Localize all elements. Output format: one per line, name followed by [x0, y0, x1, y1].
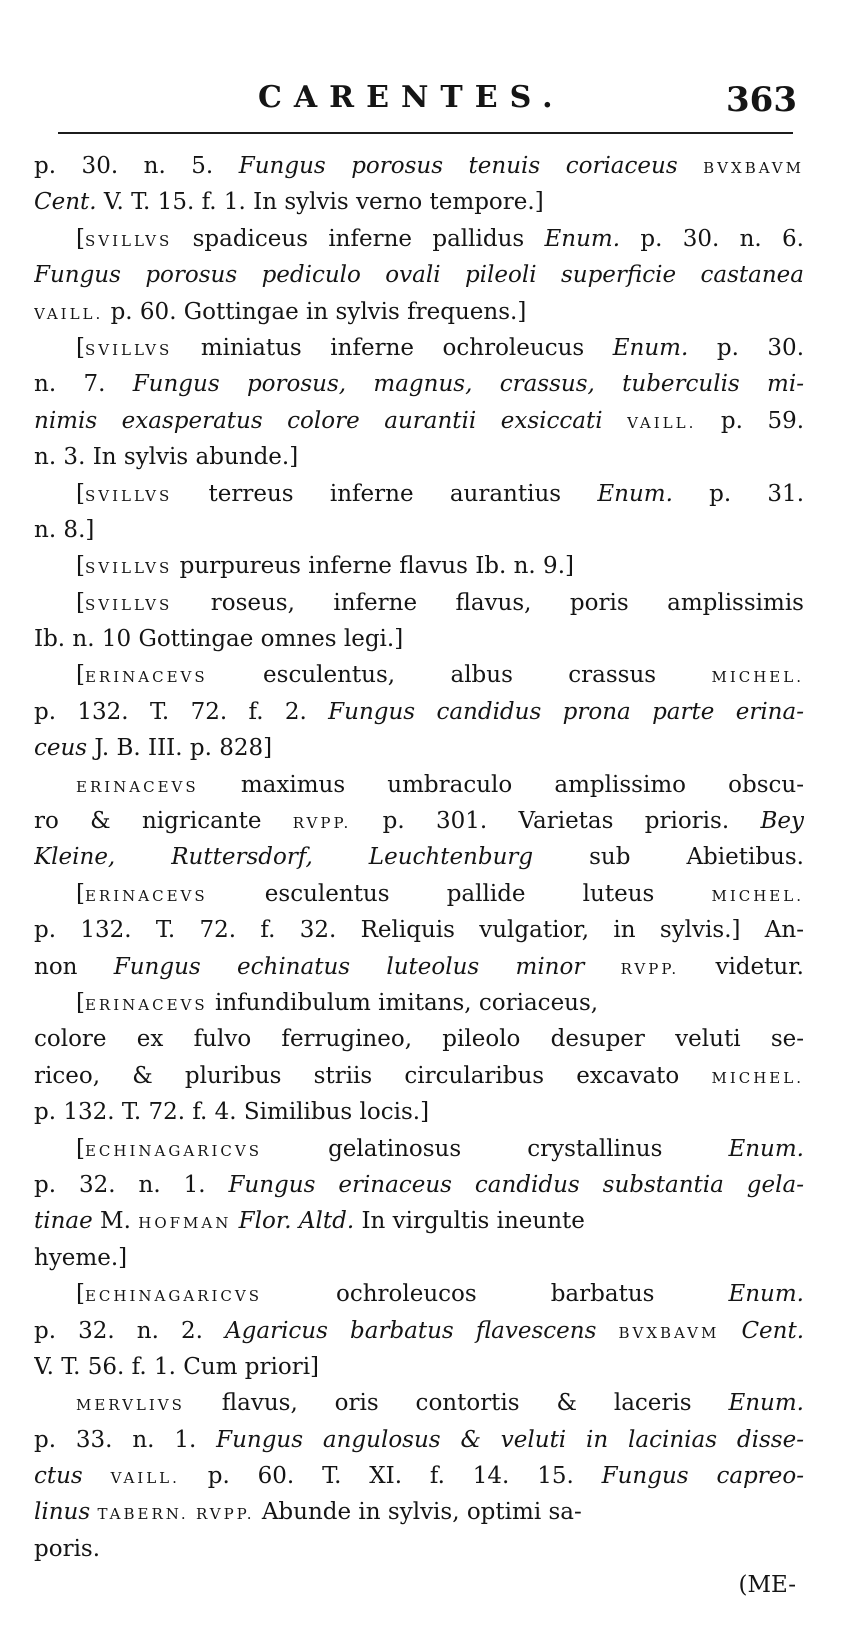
text-line: [34, 621, 804, 657]
text-line: [34, 1531, 804, 1567]
text-run: ro & nigricante: [34, 808, 293, 835]
text-run: p. 33. n. 1.: [34, 1426, 217, 1453]
text-run: flavus, oris contortis & laceris: [184, 1390, 729, 1417]
text-run: [: [76, 662, 85, 689]
small-caps-name: RVPP.: [196, 1505, 255, 1524]
text-line: [34, 839, 804, 875]
text-line: [34, 1094, 804, 1130]
text-run: p. 30. n. 5.: [34, 153, 239, 179]
italic-text: nimis exasperatus colore aurantii exsiccati: [34, 407, 603, 434]
text-line: [34, 876, 804, 912]
small-caps-name: RVPP.: [620, 959, 680, 978]
page-header: [0, 80, 850, 130]
small-caps-name: MERVLIVS: [76, 1396, 185, 1415]
italic-text: Flor. Altd.: [238, 1208, 355, 1235]
text-run: [: [76, 589, 85, 616]
italic-text: Fungus capreo-: [601, 1463, 804, 1490]
italic-text: Fungus porosus, magnus, crassus, tuberculis mi-: [132, 371, 804, 398]
text-line: [34, 184, 804, 220]
small-caps-name: SVILLVS: [84, 231, 173, 250]
text-run: riceo, & pluribus striis circularibus excavato: [34, 1062, 712, 1089]
text-run: purpureus inferne flavus Ib. n. 9.]: [172, 553, 574, 580]
italic-text: Fungus candidus prona parte erina-: [328, 698, 804, 725]
text-run: [83, 1463, 111, 1489]
text-run: p. 32. n. 2.: [34, 1317, 226, 1344]
text-run: sub Abietibus.: [533, 844, 804, 871]
small-caps-name: ERINACEVS: [84, 668, 208, 687]
text-run: miniatus inferne ochroleucus: [172, 334, 613, 361]
italic-text: Fungus porosus pediculo ovali pileoli superficie castanea: [34, 262, 804, 289]
italic-text: Cent.: [34, 189, 97, 216]
text-run: n. 3. In sylvis abunde.]: [34, 444, 299, 471]
italic-text: Bey: [760, 808, 804, 835]
text-run: M.: [92, 1208, 139, 1235]
text-line: [34, 1021, 804, 1057]
text-run: [584, 954, 620, 980]
text-run: hyeme.]: [34, 1244, 128, 1271]
text-run: terreus inferne aurantius: [172, 480, 598, 507]
text-line: [34, 730, 804, 766]
small-caps-name: TABERN.: [97, 1505, 189, 1524]
text-run: gelatinosus crystallinus: [262, 1135, 729, 1162]
small-caps-name: SVILLVS: [84, 595, 173, 614]
text-run: p. 32. n. 1.: [34, 1171, 229, 1198]
text-line: [34, 330, 804, 366]
italic-text: Enum.: [612, 334, 689, 361]
text-run: n. 8.]: [34, 516, 95, 543]
text-run: V. T. 15. f. 1. In sylvis verno tempore.]: [96, 189, 544, 216]
text-run: [719, 1318, 741, 1344]
text-line: [34, 1494, 804, 1530]
text-run: esculentus, albus crassus: [207, 662, 712, 689]
small-caps-name: MICHEL.: [711, 668, 804, 687]
text-line: [34, 1203, 804, 1239]
text-line: [34, 1385, 804, 1421]
text-run: p. 60. T. XI. f. 14. 15.: [179, 1463, 602, 1490]
text-line: [34, 476, 804, 512]
text-run: [596, 1318, 618, 1344]
text-run: p. 31.: [672, 480, 804, 507]
text-run: maximus umbraculo amplissimo obscu-: [198, 771, 804, 798]
italic-text: Fungus erinaceus candidus substantia gela-: [228, 1171, 804, 1198]
italic-text: Kleine, Ruttersdorf, Leuchtenburg: [34, 844, 534, 871]
text-line: [34, 1313, 804, 1349]
text-line: [34, 1131, 804, 1167]
text-line: [34, 949, 804, 985]
italic-text: Enum.: [544, 225, 621, 252]
italic-text: Enum.: [597, 480, 673, 507]
italic-text: Enum.: [728, 1390, 804, 1417]
small-caps-name: ERINACEVS: [84, 995, 208, 1014]
text-run: colore ex fulvo ferrugineo, pileolo desuper veluti se-: [34, 1026, 804, 1053]
text-run: p. 132. T. 72. f. 4. Similibus locis.]: [34, 1099, 430, 1126]
text-run: [: [76, 989, 85, 1016]
text-line: [34, 512, 804, 548]
italic-text: Fungus angulosus & veluti in lacinias disse-: [216, 1426, 804, 1453]
page-number: 363: [726, 80, 797, 120]
small-caps-name: ERINACEVS: [84, 886, 208, 905]
header-rule: [58, 132, 793, 134]
text-line: [34, 439, 804, 475]
text-run: p. 132. T. 72. f. 32. Reliquis vulgatior, in sylvis.] An-: [34, 917, 804, 944]
small-caps-name: MICHEL.: [711, 886, 804, 905]
text-run: [: [76, 1135, 85, 1162]
italic-text: Enum.: [728, 1281, 804, 1308]
small-caps-name: BVXBAVM: [703, 159, 804, 177]
text-line: [34, 985, 804, 1021]
text-line: [34, 294, 804, 330]
text-run: p. 30.: [688, 334, 804, 361]
body-text: [34, 148, 804, 1604]
small-caps-name: VAILL.: [110, 1469, 180, 1488]
text-run: p. 132. T. 72. f. 2.: [34, 698, 329, 725]
text-line: [34, 1167, 804, 1203]
text-run: Ib. n. 10 Gottingae omnes legi.]: [34, 626, 404, 653]
italic-text: Enum.: [728, 1135, 804, 1162]
text-run: ochroleucos barbatus: [262, 1281, 729, 1308]
text-run: J. B. III. p. 828]: [87, 735, 273, 762]
small-caps-name: ECHINAGARICVS: [84, 1287, 262, 1306]
italic-text: Cent.: [741, 1317, 804, 1344]
text-run: [678, 153, 704, 179]
text-run: infundibulum imitans, coriaceus,: [207, 989, 599, 1016]
catchword: (ME-: [738, 1572, 796, 1599]
text-run: Abunde in sylvis, optimi sa-: [254, 1499, 582, 1526]
text-run: p. 301. Varietas prioris.: [351, 808, 761, 835]
text-line: [34, 585, 804, 621]
text-line: [34, 148, 804, 184]
text-line: [34, 366, 804, 402]
text-run: p. 30. n. 6.: [620, 225, 804, 252]
text-line: [34, 657, 804, 693]
text-line: [34, 1058, 804, 1094]
small-caps-name: ERINACEVS: [76, 777, 199, 796]
text-line: [34, 694, 804, 730]
text-line: [34, 403, 804, 439]
text-run: non: [34, 953, 114, 980]
text-line: [34, 1458, 804, 1494]
small-caps-name: SVILLVS: [84, 486, 173, 505]
text-run: [: [76, 553, 85, 580]
italic-text: Fungus echinatus luteolus minor: [113, 953, 585, 980]
small-caps-name: MICHEL.: [711, 1068, 804, 1087]
text-run: [: [76, 880, 85, 907]
text-run: In virgultis ineunte: [354, 1208, 585, 1235]
text-run: p. 60. Gottingae in sylvis frequens.]: [103, 298, 527, 325]
text-line: [34, 767, 804, 803]
text-line: [34, 1349, 804, 1385]
small-caps-name: SVILLVS: [84, 340, 173, 359]
text-line: [34, 1276, 804, 1312]
running-title: CARENTES.: [258, 80, 565, 115]
small-caps-name: HOFMAN: [138, 1214, 232, 1233]
text-line: [34, 912, 804, 948]
small-caps-name: BVXBAVM: [618, 1323, 720, 1342]
small-caps-name: VAILL.: [34, 304, 104, 323]
text-run: esculentus pallide luteus: [207, 880, 712, 907]
text-line: [34, 803, 804, 839]
text-run: [: [76, 225, 85, 252]
text-line: [34, 221, 804, 257]
italic-text: tinae: [34, 1208, 93, 1235]
text-run: videtur.: [679, 953, 804, 980]
text-line: [34, 257, 804, 293]
text-run: V. T. 56. f. 1. Cum priori]: [34, 1353, 320, 1380]
text-run: spadiceus inferne pallidus: [172, 225, 545, 252]
text-run: [231, 1208, 238, 1234]
text-line: [34, 1240, 804, 1276]
small-caps-name: VAILL.: [627, 413, 697, 432]
text-line: [34, 548, 804, 584]
small-caps-name: ECHINAGARICVS: [84, 1141, 262, 1160]
italic-text: ceus: [34, 735, 88, 762]
italic-text: ctus: [34, 1463, 83, 1490]
text-run: [: [76, 334, 85, 361]
text-run: [: [76, 1281, 85, 1308]
text-line: [34, 1422, 804, 1458]
text-run: p. 59.: [696, 407, 804, 434]
text-run: [189, 1499, 196, 1525]
italic-text: linus: [34, 1499, 91, 1526]
text-run: roseus, inferne flavus, poris amplissimis: [172, 589, 804, 616]
text-run: [603, 408, 628, 434]
text-run: [: [76, 480, 85, 507]
italic-text: Agaricus barbatus flavescens: [225, 1317, 597, 1344]
small-caps-name: SVILLVS: [84, 559, 173, 578]
text-run: n. 7.: [34, 371, 133, 398]
small-caps-name: RVPP.: [292, 814, 352, 833]
italic-text: Fungus porosus tenuis coriaceus: [238, 153, 678, 179]
text-run: poris.: [34, 1535, 101, 1562]
